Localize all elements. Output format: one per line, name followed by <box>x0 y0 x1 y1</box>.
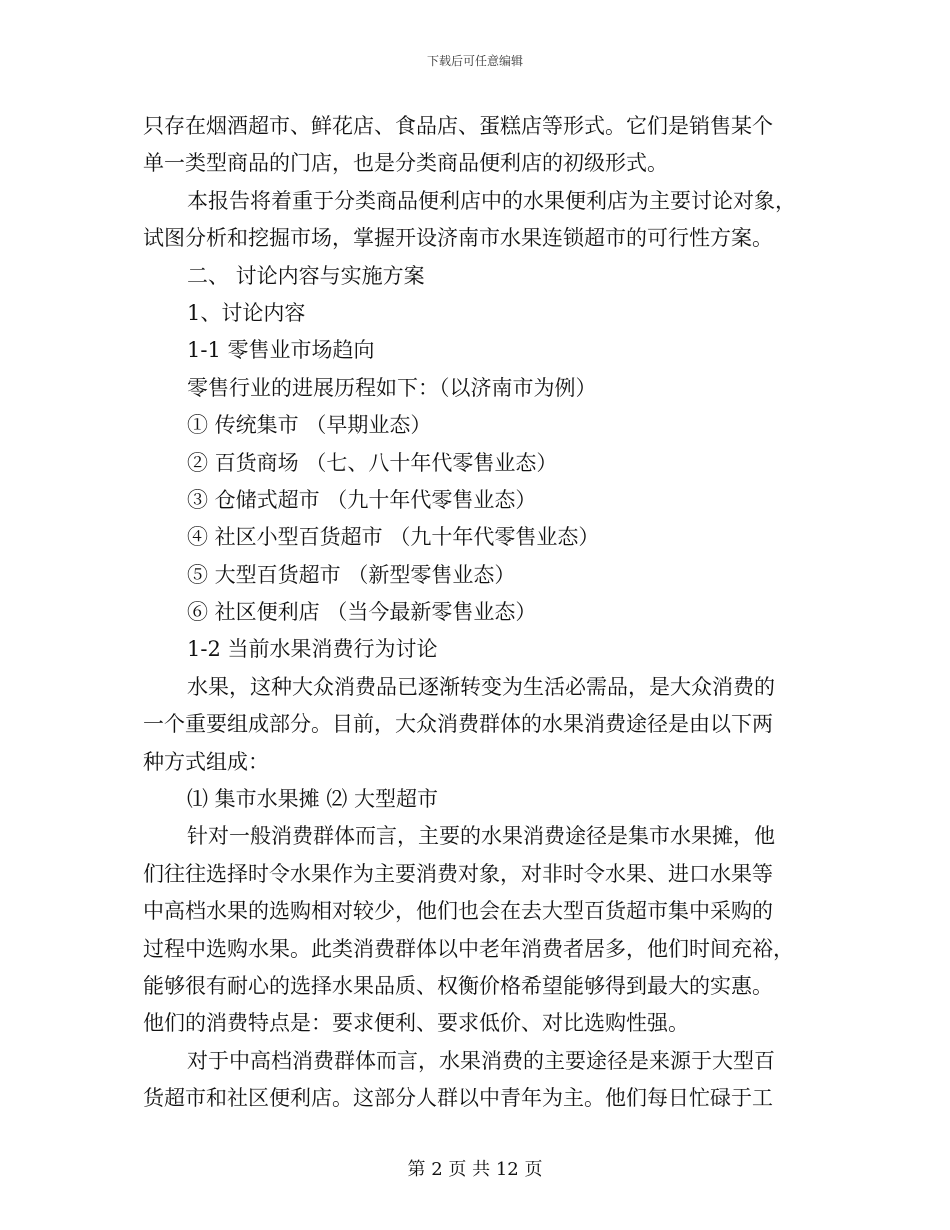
text-line: ④ 社区小型百货超市 （九十年代零售业态） <box>187 525 600 550</box>
text-line: 二、 讨论内容与实施方案 <box>187 263 425 288</box>
text-line: ② 百货商场 （七、八十年代零售业态） <box>187 450 558 475</box>
text-line: 零售行业的进展历程如下：（以济南市为例） <box>187 375 597 400</box>
text-line: 1-2 当前水果消费行为讨论 <box>187 637 438 662</box>
page-header: 下载后可任意编辑 <box>426 54 523 68</box>
text-line: 1-1 零售业市场趋向 <box>187 338 375 363</box>
page-footer: 第 2 页 共 12 页 <box>407 1159 543 1180</box>
text-line: 能够很有耐心的选择水果品质、权衡价格希望能够得到最大的实惠。 <box>143 973 773 998</box>
text-line: 只存在烟酒超市、鲜花店、食品店、蛋糕店等形式。它们是销售某个 <box>143 114 773 138</box>
text-line: 他们的消费特点是：要求便利、要求低价、对比选购性强。 <box>143 1011 689 1036</box>
text-line: 针对一般消费群体而言，主要的水果消费途径是集市水果摊，他 <box>187 824 775 849</box>
text-line: ③ 仓储式超市 （九十年代零售业态） <box>187 487 537 512</box>
text-line: ⑤ 大型百货超市 （新型零售业态） <box>187 562 516 587</box>
text-line: ⑥ 社区便利店 （当今最新零售业态） <box>187 600 537 625</box>
text-line: 1、讨论内容 <box>187 300 306 325</box>
text-line: 们往往选择时令水果作为主要消费对象，对非时令水果、进口水果等 <box>143 861 773 886</box>
text-line: 本报告将着重于分类商品便利店中的水果便利店为主要讨论对象， <box>187 188 796 213</box>
text-line: 种方式组成： <box>143 749 269 774</box>
text-line: 货超市和社区便利店。这部分人群以中青年为主。他们每日忙碌于工 <box>143 1086 773 1111</box>
text-line: 过程中选购水果。此类消费群体以中老年消费者居多，他们时间充裕， <box>143 936 794 961</box>
text-line: 一个重要组成部分。目前，大众消费群体的水果消费途径是由以下两 <box>143 712 773 737</box>
text-line: 对于中高档消费群体而言，水果消费的主要途径是来源于大型百 <box>187 1048 775 1073</box>
text-line: ① 传统集市 （早期业态） <box>187 413 432 438</box>
text-line: 水果，这种大众消费品已逐渐转变为生活必需品，是大众消费的 <box>187 674 775 699</box>
text-line: 试图分析和挖掘市场，掌握开设济南市水果连锁超市的可行性方案。 <box>143 226 773 251</box>
text-line: ⑴ 集市水果摊 ⑵ 大型超市 <box>187 787 439 812</box>
document-body <box>143 108 808 1118</box>
text-line: 中高档水果的选购相对较少，他们也会在去大型百货超市集中采购的 <box>143 899 773 924</box>
text-line: 单一类型商品的门店，也是分类商品便利店的初级形式。 <box>143 151 668 176</box>
